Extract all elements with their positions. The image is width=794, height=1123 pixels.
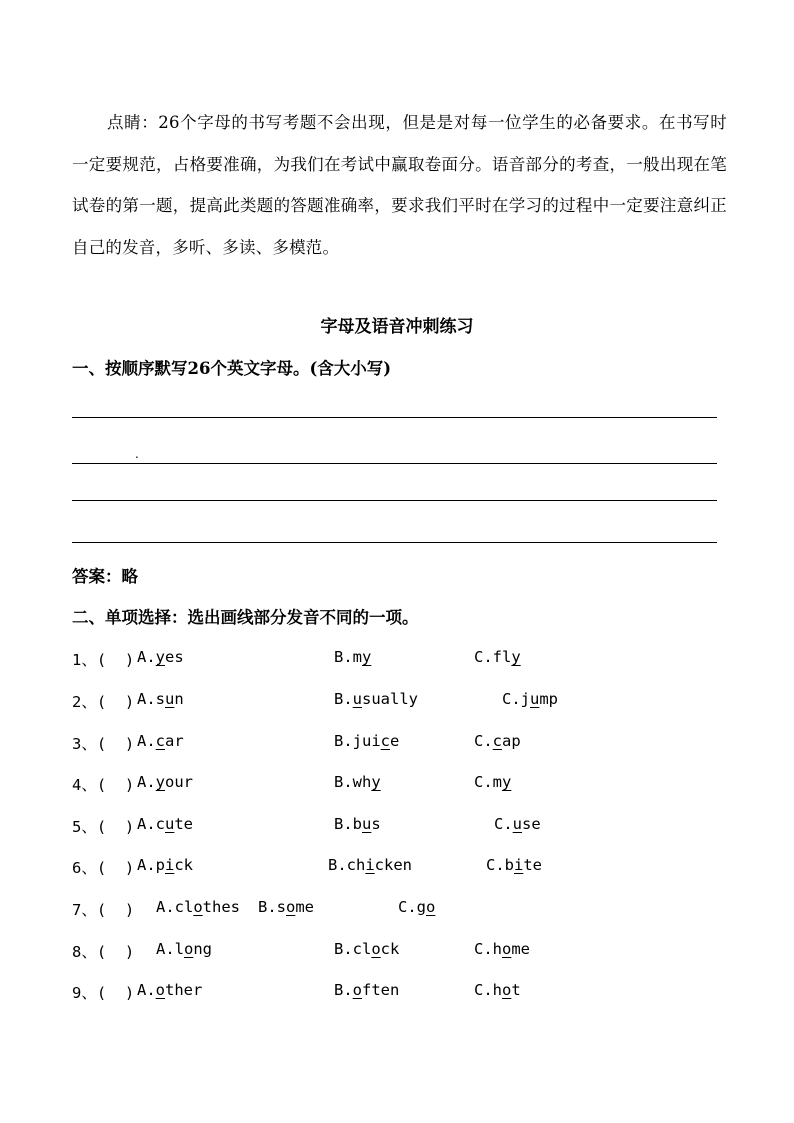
answer-line: 答案：略: [72, 567, 138, 586]
question-row: [72, 898, 732, 924]
question-row: [72, 856, 732, 882]
option-a: A.other: [137, 981, 203, 999]
option-b: B.usually: [334, 690, 419, 708]
question-number: 1、( ): [72, 651, 135, 669]
option-a: A.sun: [137, 690, 184, 708]
question-row: [72, 648, 732, 674]
option-a: A.clothes: [156, 898, 240, 916]
question-number: 6、( ): [72, 859, 135, 877]
question-number: 2、( ): [72, 693, 135, 711]
section-2-heading: 二、单项选择：选出画线部分发音不同的一项。: [72, 608, 419, 627]
option-b: B.clock: [334, 940, 400, 958]
writing-line: [72, 542, 717, 543]
question-row: [72, 815, 732, 841]
option-c: C.go: [398, 898, 436, 916]
option-b: B.often: [334, 981, 400, 999]
option-b: B.why: [334, 773, 381, 791]
question-number: 5、( ): [72, 818, 135, 836]
question-row: [72, 981, 732, 1007]
question-number: 7、( ): [72, 901, 135, 919]
option-a: A.yes: [137, 648, 184, 666]
option-a: A.car: [137, 732, 184, 750]
option-a: A.your: [137, 773, 194, 791]
option-a: A.long: [156, 940, 213, 958]
question-row: [72, 690, 732, 716]
option-b: B.my: [334, 648, 372, 666]
question-number: 8、( ): [72, 943, 135, 961]
stray-dot: .: [135, 447, 139, 461]
option-b: B.some: [258, 898, 315, 916]
section-1-heading: 一、按顺序默写26个英文字母。(含大小写): [72, 359, 392, 378]
writing-line: [72, 417, 717, 418]
option-c: C.hot: [474, 981, 521, 999]
option-b: B.bus: [334, 815, 381, 833]
option-c: C.cap: [474, 732, 521, 750]
question-row: [72, 940, 732, 966]
question-number: 9、( ): [72, 984, 135, 1002]
option-c: C.use: [494, 815, 541, 833]
question-number: 3、( ): [72, 735, 135, 753]
option-c: C.bite: [486, 856, 543, 874]
option-c: C.jump: [502, 690, 559, 708]
writing-line: [72, 463, 717, 464]
writing-line: [72, 500, 717, 501]
option-c: C.fly: [474, 648, 521, 666]
question-number: 4、( ): [72, 776, 135, 794]
option-a: A.pick: [137, 856, 194, 874]
question-row: [72, 773, 732, 799]
option-a: A.cute: [137, 815, 194, 833]
option-c: C.home: [474, 940, 531, 958]
option-b: B.chicken: [328, 856, 412, 874]
exercise-title: 字母及语音冲刺练习: [320, 317, 474, 337]
question-row: [72, 732, 732, 758]
tip-paragraph: 点睛：26个字母的书写考题不会出现，但是是对每一位学生的必备要求。在书写时一定要规范，占格要准确，为我们在考试中赢取卷面分。语音部分的考查，一般出现在笔试卷的第一题，提高此类题的答题准确率，要求我们平时在学习的过程中一定要注意纠正自己的发音，多听、多读、多模范。: [72, 113, 727, 257]
option-c: C.my: [474, 773, 512, 791]
option-b: B.juice: [334, 732, 400, 750]
